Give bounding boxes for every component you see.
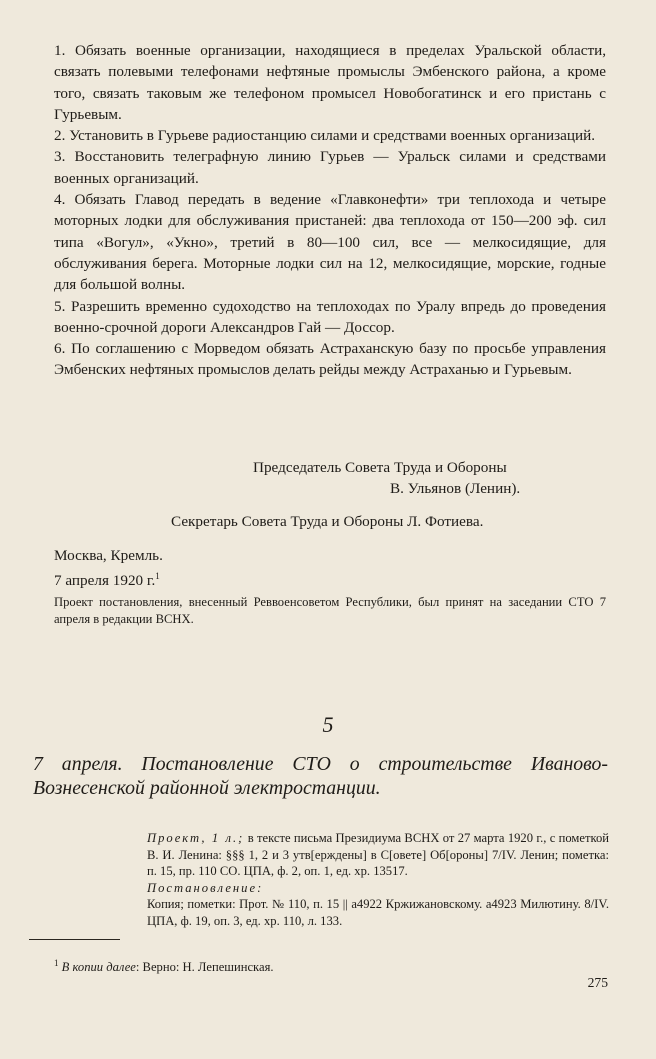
paragraph-6: 6. По соглашению с Морведом обязать Астраханскую базу по просьбе управления Эмбенских нефтяных промыслов делать рейды между Астраханью и Гурьевым. bbox=[54, 340, 606, 379]
archive-line-2: Постановление: bbox=[147, 880, 264, 895]
paragraph-3: 3. Восстановить телеграфную линию Гурьев — Уральск силами и средствами военных организаций. bbox=[54, 148, 606, 187]
signing-date bbox=[54, 566, 160, 591]
section-number: 5 bbox=[322, 712, 334, 737]
secretary-signature: Секретарь Совета Труда и Обороны Л. Фотиева. bbox=[171, 513, 484, 530]
signing-date-text: 7 апреля 1920 г. bbox=[54, 572, 156, 590]
archive-text-1: в тексте письма Президиума ВСНХ от 27 марта 1920 г., с пометкой В. И. Ленина: §§§ 1, 2 и 3 утв[ерждены] в С[овете] Об[ороны] 7/IV. Ленин; пометка: п. 15, пр. 110 СО. ЦПА, ф. 2, оп. 1, ед. хр. 13517. bbox=[147, 831, 609, 879]
paragraph-1: 1. Обязать военные организации, находящиеся в пределах Уральской области, связать полевыми телефонами нефтяные промыслы Эмбенского района, а кроме того, связать таковым же телефоном промысел Новобогатинск и его пристань с Гурьевым. bbox=[54, 42, 606, 123]
footnote-mark: 1 bbox=[54, 958, 59, 968]
paragraph-2: 2. Установить в Гурьеве радиостанцию силами и средствами военных организаций. bbox=[54, 127, 596, 145]
archive-label-1: Проект, 1 л.; bbox=[147, 831, 245, 845]
footnote-divider bbox=[29, 939, 120, 940]
archive-reference bbox=[147, 830, 609, 930]
footnote-text: : Верно: Н. Лепешинская. bbox=[135, 960, 274, 975]
project-note: Проект постановления, внесенный Реввоенсоветом Республики, был принят на заседании СТО 7 апреля в редакции ВСНХ. bbox=[54, 595, 606, 626]
page-number: 275 bbox=[587, 975, 608, 990]
paragraph-5: 5. Разрешить временно судоходство на теплоходах по Уралу впредь до проведения военно-срочной дороги Александров Гай — Доссор. bbox=[54, 297, 606, 336]
chair-title: Председатель Совета Труда и Обороны bbox=[253, 459, 507, 476]
signing-place: Москва, Кремль. bbox=[54, 547, 163, 564]
footnote-label: В копии далее bbox=[61, 960, 136, 975]
resolution-body bbox=[54, 40, 606, 381]
archive-line-3: Копия; пометки: Прот. № 110, п. 15 || а4922 Кржижановскому. а4923 Милютину. 8/IV. ЦПА, ф. 19, оп. 3, ед. хр. 110, л. 133. bbox=[147, 897, 609, 928]
chair-name: В. Ульянов (Ленин). bbox=[390, 480, 521, 497]
paragraph-4: 4. Обязать Главод передать в ведение «Главконефти» три теплохода и четыре моторных лодки для обслуживания пристаней: два теплохода от 150—200 эф. сил типа «Вогул», «Укно», третий в 80—100 сил, все — мелкосидящие, для обслуживания берега. Моторные лодки сил на 12, мелкосидящие, морские, годные для большой волны. bbox=[54, 191, 606, 294]
document-title: 7 апреля. Постановление СТО о строительстве Иваново-Вознесенской районной электростанции. bbox=[33, 753, 608, 799]
archive-line-1 bbox=[147, 830, 609, 880]
footnote bbox=[54, 955, 274, 975]
footnote-ref-mark: 1 bbox=[155, 571, 160, 581]
